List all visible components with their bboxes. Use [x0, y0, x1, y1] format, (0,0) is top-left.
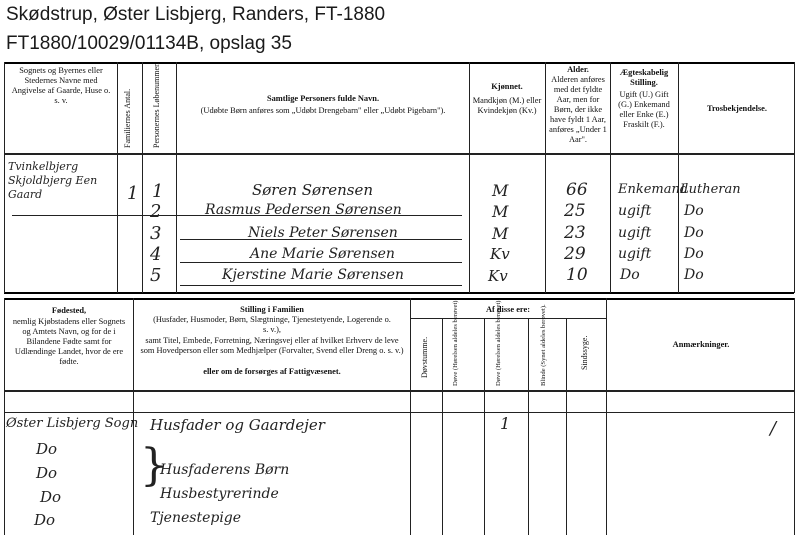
- birthplace-cell: Do: [36, 440, 58, 458]
- lobenr-cell: 2: [150, 201, 162, 222]
- col-familiernes-header: Familiernes Antal.: [123, 88, 132, 148]
- col-sogn-header: Sognets og Byernes eller Stedernes Navne med Angivelse af Gaarde, Huse o. s. v.: [11, 66, 111, 105]
- birthplace-cell: Do: [34, 511, 56, 529]
- age-cell: 66: [566, 180, 588, 200]
- place-cell: Tvinkelbjerg Skjoldbjerg Een Gaard: [8, 160, 98, 201]
- col-fodested-note: nemlig Kjøbstadens eller Sognets og Amtets Navn, og for de i Bilandene Fødte samt for Udlændinge Landet, hvor de ere fødte.: [12, 317, 126, 366]
- col-stilling-note: (Husfader, Husmoder, Børn, Slægtninge, Tjenestetyende, Logerende o. s. v.),: [153, 315, 391, 334]
- col-dove-efter-header: Døve (Hørelsen aldeles berøvet).: [495, 298, 502, 386]
- lobenr-cell: 3: [150, 223, 162, 244]
- col-sindssyge-header: Sindssyge.: [580, 335, 589, 370]
- tro-cell: Do: [684, 246, 704, 262]
- col-blinde-header: Blinde (Synet aldeles berøvet).: [540, 304, 547, 386]
- sex-cell: Kv: [488, 267, 508, 285]
- col-dovstumme-header: Døvstumme.: [420, 336, 429, 378]
- col-dove-for-header: Døve (Hørelsen aldeles berøvet).: [452, 298, 459, 386]
- tro-cell: Lutheran: [680, 182, 741, 197]
- col-aegt-note: Ugift (U.) Gift (G.) Enkemand eller Enke (E.) Fraskilt (F.).: [618, 90, 670, 129]
- name-cell: Niels Peter Sørensen: [248, 225, 398, 241]
- col-alder-note: Alderen anføres med det fyldte Aar, men for Børn, der ikke have fyldt 1 Aar, anføres „Under 1 Aar".: [549, 75, 607, 144]
- stilling-cell: Husfaderens Børn: [160, 462, 290, 478]
- lobenr-cell: 4: [150, 244, 162, 265]
- civil-cell: Enkemand: [618, 182, 689, 197]
- col-navn-note: (Udøbte Børn anføres som „Udøbt Drengebarn" eller „Udøbt Pigebarn").: [200, 106, 446, 115]
- name-cell: Ane Marie Sørensen: [250, 246, 395, 262]
- lobenr-cell: 1: [152, 181, 164, 202]
- birthplace-cell: Øster Lisbjerg Sogn: [6, 416, 139, 431]
- sex-cell: M: [492, 224, 509, 243]
- stilling-cell: Husfader og Gaardejer: [150, 416, 325, 434]
- stilling-cell: Husbestyrerinde: [160, 486, 279, 502]
- name-cell: Søren Sørensen: [252, 181, 374, 199]
- name-cell: Kjerstine Marie Sørensen: [222, 267, 404, 283]
- col-kjon-header: Kjønnet.: [491, 82, 523, 91]
- col-navn-header: Samtlige Personers fulde Navn.: [266, 94, 380, 103]
- col-af-disse-header: Af disse ere:: [485, 305, 531, 314]
- sex-cell: Kv: [490, 245, 510, 263]
- page-title: Skødstrup, Øster Lisbjerg, Randers, FT-1880: [6, 4, 386, 25]
- sex-cell: M: [492, 202, 509, 221]
- age-cell: 23: [564, 223, 586, 243]
- col-anm-header: Anmærkninger.: [672, 340, 730, 349]
- col-fodested-header: Fødested,: [51, 306, 87, 315]
- birthplace-cell: Do: [36, 464, 58, 482]
- col-stilling-note: samt Titel, Embede, Forretning, Næringsvej eller af hvilket Erhverv de leve som Hovedperson eller som Medhjælper (Forvalter, Svend eller Dreng o. s. v.): [140, 336, 404, 355]
- col-stilling-note: eller om de forsørges af Fattigvæsenet.: [203, 367, 341, 376]
- age-cell: 10: [566, 265, 588, 285]
- col-tro-header: Trosbekjendelse.: [707, 104, 767, 113]
- anm-cell: /: [770, 418, 777, 439]
- family-count-cell: 1: [127, 183, 139, 204]
- tro-cell: Do: [684, 225, 704, 241]
- stilling-cell: Tjenestepige: [150, 510, 242, 526]
- brace-mark: }: [140, 440, 168, 491]
- name-cell: Rasmus Pedersen Sørensen: [205, 202, 402, 218]
- tro-cell: Do: [684, 267, 704, 283]
- col-aegt-header: Ægteskabelig Stilling.: [619, 68, 669, 87]
- sex-cell: M: [492, 181, 509, 200]
- civil-cell: ugift: [618, 246, 652, 262]
- page-subtitle: FT1880/10029/01134B, opslag 35: [6, 33, 292, 54]
- age-cell: 25: [564, 201, 586, 221]
- birthplace-cell: Do: [40, 488, 62, 506]
- tro-cell: Do: [684, 203, 704, 219]
- col-stilling-header: Stilling i Familien: [240, 305, 304, 314]
- col-personernes-header: Personernes Løbenummer.: [152, 62, 161, 148]
- civil-cell: ugift: [618, 203, 652, 219]
- civil-cell: Do: [620, 267, 640, 283]
- age-cell: 29: [564, 244, 586, 264]
- dove-cell: 1: [500, 414, 511, 433]
- civil-cell: ugift: [618, 225, 652, 241]
- col-kjon-note: Mandkjøn (M.) eller Kvindekjøn (Kv.): [472, 96, 542, 115]
- col-alder-header: Alder.: [567, 65, 589, 74]
- lobenr-cell: 5: [150, 265, 162, 286]
